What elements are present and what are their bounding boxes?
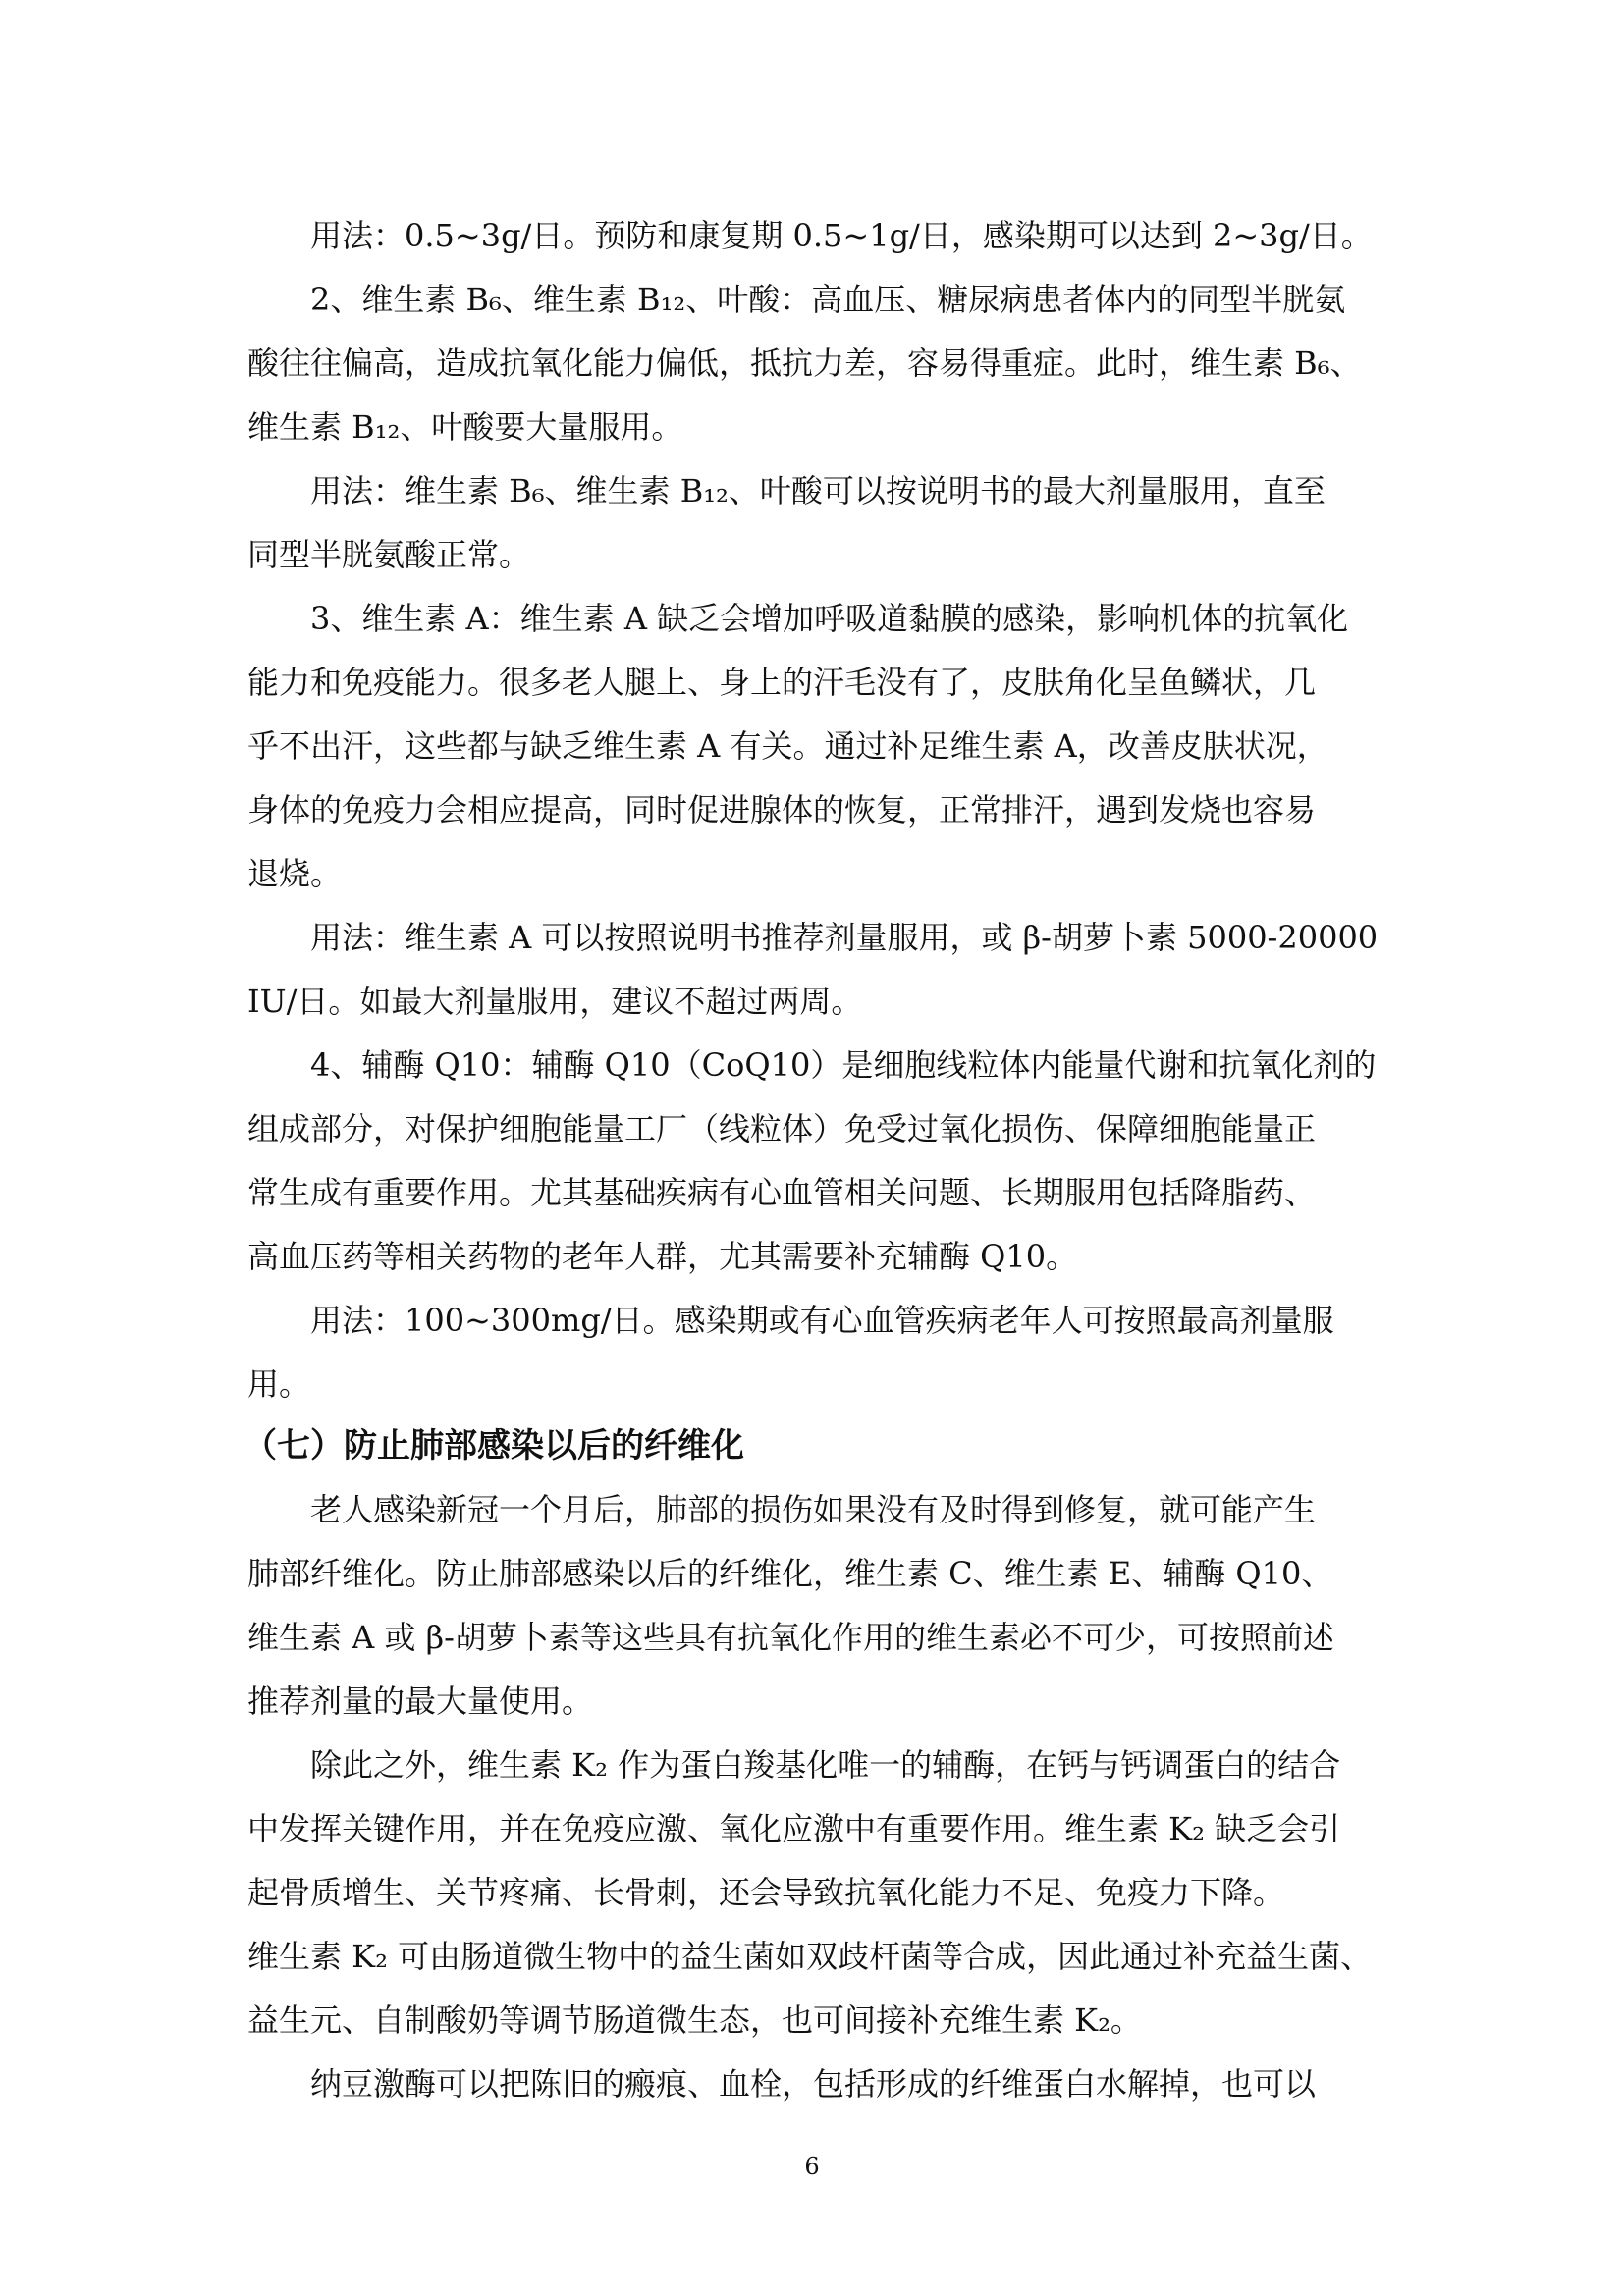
text-line: 4、辅酶 Q10：辅酶 Q10（CoQ10）是细胞线粒体内能量代谢和抗氧化剂的 — [310, 1046, 1377, 1084]
text-line: 组成部分，对保护细胞能量工厂（线粒体）免受过氧化损伤、保障细胞能量正 — [247, 1110, 1317, 1148]
text-line: 用法：维生素 A 可以按照说明书推荐剂量服用，或 β-胡萝卜素 5000-20000 — [310, 919, 1379, 956]
text-line: 用。 — [247, 1365, 311, 1403]
text-line: 老人感染新冠一个月后，肺部的损伤如果没有及时得到修复，就可能产生 — [310, 1491, 1317, 1528]
text-line: 推荐剂量的最大量使用。 — [247, 1682, 594, 1720]
text-line: 2、维生素 B₆、维生素 B₁₂、叶酸：高血压、糖尿病患者体内的同型半胱氨 — [310, 281, 1346, 318]
text-line: 乎不出汗，这些都与缺乏维生素 A 有关。通过补足维生素 A，改善皮肤状况， — [247, 727, 1328, 765]
text-line: 常生成有重要作用。尤其基础疾病有心血管相关问题、长期服用包括降脂药、 — [247, 1174, 1317, 1211]
text-line: 除此之外，维生素 K₂ 作为蛋白羧基化唯一的辅酶，在钙与钙调蛋白的结合 — [310, 1746, 1341, 1784]
text-line: 身体的免疫力会相应提高，同时促进腺体的恢复，正常排汗，遇到发烧也容易 — [247, 791, 1317, 828]
text-line: 肺部纤维化。防止肺部感染以后的纤维化，维生素 C、维生素 E、辅酶 Q10、 — [247, 1555, 1333, 1592]
text-line: 高血压药等相关药物的老年人群，尤其需要补充辅酶 Q10。 — [247, 1238, 1078, 1275]
text-line: 维生素 A 或 β-胡萝卜素等这些具有抗氧化作用的维生素必不可少，可按照前述 — [247, 1619, 1334, 1656]
page-number: 6 — [804, 2153, 820, 2180]
text-line: 维生素 K₂ 可由肠道微生物中的益生菌如双歧杆菌等合成，因此通过补充益生菌、 — [247, 1938, 1373, 1975]
text-line: 起骨质增生、关节疼痛、长骨刺，还会导致抗氧化能力不足、免疫力下降。 — [247, 1874, 1285, 1911]
text-line: 同型半胱氨酸正常。 — [247, 536, 531, 573]
text-line: 中发挥关键作用，并在免疫应激、氧化应激中有重要作用。维生素 K₂ 缺乏会引 — [247, 1810, 1341, 1847]
text-line: 纳豆激酶可以把陈旧的瘢痕、血栓，包括形成的纤维蛋白水解掉，也可以 — [310, 2065, 1317, 2103]
section-heading: （七）防止肺部感染以后的纤维化 — [244, 1426, 744, 1466]
text-line: 能力和免疫能力。很多老人腿上、身上的汗毛没有了，皮肤角化呈鱼鳞状，几 — [247, 664, 1317, 701]
text-line: 维生素 B₁₂、叶酸要大量服用。 — [247, 408, 683, 446]
text-line: 益生元、自制酸奶等调节肠道微生态，也可间接补充维生素 K₂。 — [247, 2002, 1142, 2039]
text-line: 用法：维生素 B₆、维生素 B₁₂、叶酸可以按说明书的最大剂量服用，直至 — [310, 472, 1326, 509]
text-line: 酸往往偏高，造成抗氧化能力偏低，抵抗力差，容易得重症。此时，维生素 B₆、 — [247, 345, 1362, 382]
text-line: 用法：100~300mg/日。感染期或有心血管疾病老年人可按照最高剂量服 — [310, 1302, 1334, 1339]
text-line: IU/日。如最大剂量服用，建议不超过两周。 — [247, 983, 863, 1020]
text-line: 退烧。 — [247, 855, 343, 892]
text-line: 用法：0.5~3g/日。预防和康复期 0.5~1g/日，感染期可以达到 2~3g/日。 — [310, 217, 1373, 254]
text-line: 3、维生素 A：维生素 A 缺乏会增加呼吸道黏膜的感染，影响机体的抗氧化 — [310, 600, 1349, 637]
